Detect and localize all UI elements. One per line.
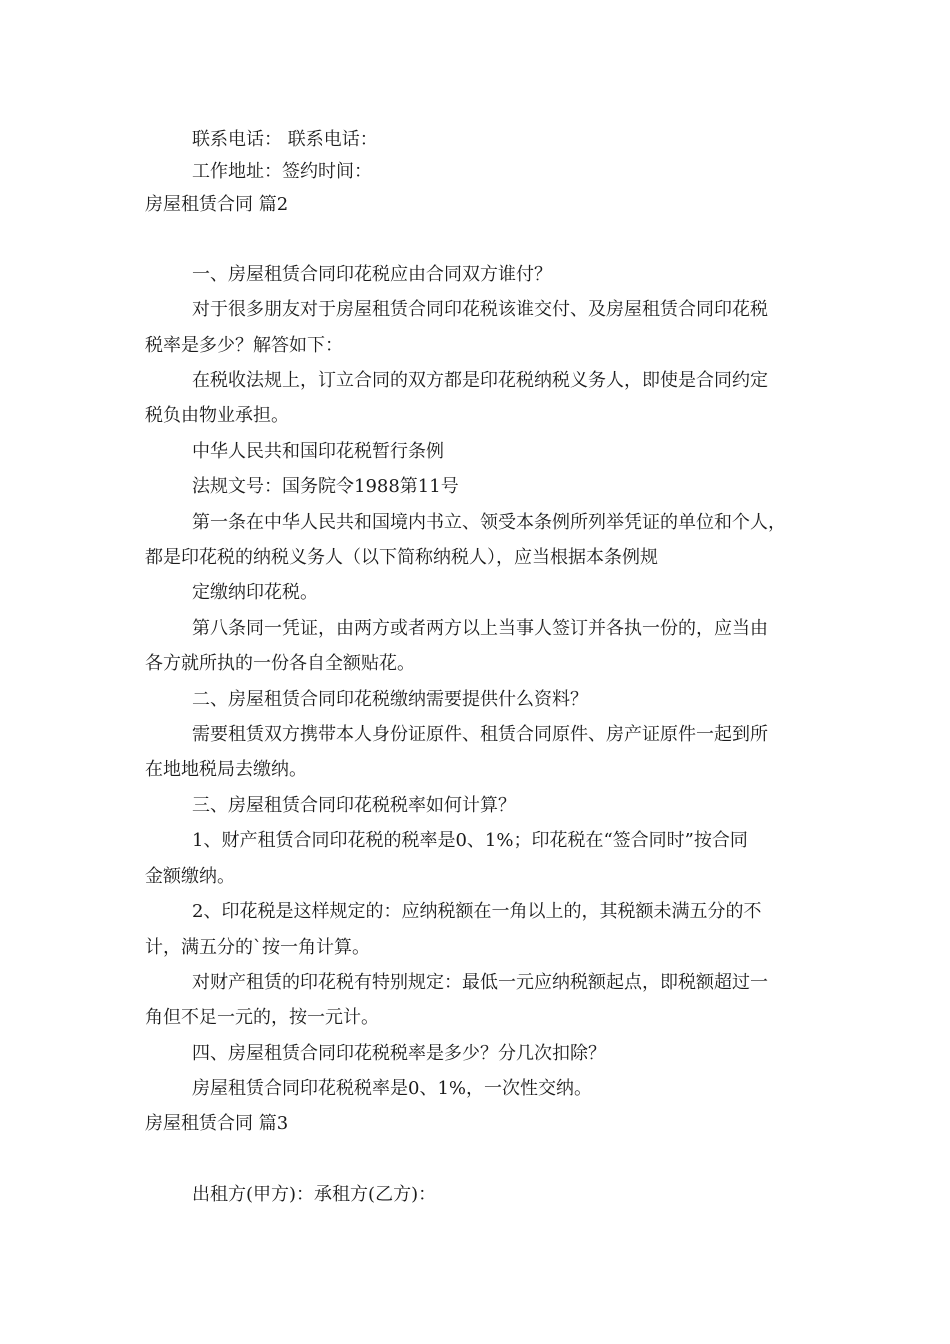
paragraph-line: 1、财产租赁合同印花税的税率是0、1%；印花税在“签合同时”按合同 — [192, 830, 748, 851]
paragraph-line: 各方就所执的一份各自全额贴花。 — [145, 653, 415, 674]
paragraph-line: 税负由物业承担。 — [145, 405, 289, 426]
question-heading-1: 一、房屋租赁合同印花税应由合同双方谁付？ — [192, 264, 552, 285]
paragraph-line: 房屋租赁合同印花税税率是0、1%，一次性交纳。 — [192, 1078, 593, 1099]
paragraph-line: 金额缴纳。 — [145, 866, 235, 887]
paragraph-line: 在税收法规上，订立合同的双方都是印花税纳税义务人，即使是合同约定 — [192, 370, 768, 391]
question-heading-4: 四、房屋租赁合同印花税税率是多少？分几次扣除？ — [192, 1043, 606, 1064]
question-heading-3: 三、房屋租赁合同印花税税率如何计算？ — [192, 795, 516, 816]
paragraph-line: 第一条在中华人民共和国境内书立、领受本条例所列举凭证的单位和个人， — [192, 512, 786, 533]
paragraph-line: 需要租赁双方携带本人身份证原件、租赁合同原件、房产证原件一起到所 — [192, 724, 768, 745]
paragraph-line: 定缴纳印花税。 — [192, 582, 318, 603]
regulation-number: 法规文号：国务院令1988第11号 — [192, 476, 459, 497]
parties-line: 出租方(甲方)：承租方(乙方)： — [192, 1184, 437, 1205]
question-heading-2: 二、房屋租赁合同印花税缴纳需要提供什么资料？ — [192, 689, 588, 710]
paragraph-line: 计，满五分的`按一角计算。 — [145, 937, 370, 958]
paragraph-line: 2、印花税是这样规定的：应纳税额在一角以上的，其税额未满五分的不 — [192, 901, 762, 922]
paragraph-line: 对于很多朋友对于房屋租赁合同印花税该谁交付、及房屋租赁合同印花税 — [192, 299, 768, 320]
paragraph-line: 都是印花税的纳税义务人（以下简称纳税人），应当根据本条例规 — [145, 547, 658, 568]
work-address-line: 工作地址：签约时间： — [192, 161, 372, 182]
paragraph-line: 对财产租赁的印花税有特别规定：最低一元应纳税额起点，即税额超过一 — [192, 972, 768, 993]
section-heading-2: 房屋租赁合同 篇2 — [145, 194, 289, 215]
paragraph-line: 在地地税局去缴纳。 — [145, 759, 307, 780]
paragraph-line: 第八条同一凭证，由两方或者两方以上当事人签订并各执一份的，应当由 — [192, 618, 768, 639]
regulation-title: 中华人民共和国印花税暂行条例 — [192, 441, 444, 462]
section-heading-3: 房屋租赁合同 篇3 — [145, 1113, 289, 1134]
paragraph-line: 角但不足一元的，按一元计。 — [145, 1007, 379, 1028]
paragraph-line: 税率是多少？解答如下： — [145, 335, 343, 356]
contact-phone-line: 联系电话： 联系电话： — [192, 129, 378, 150]
